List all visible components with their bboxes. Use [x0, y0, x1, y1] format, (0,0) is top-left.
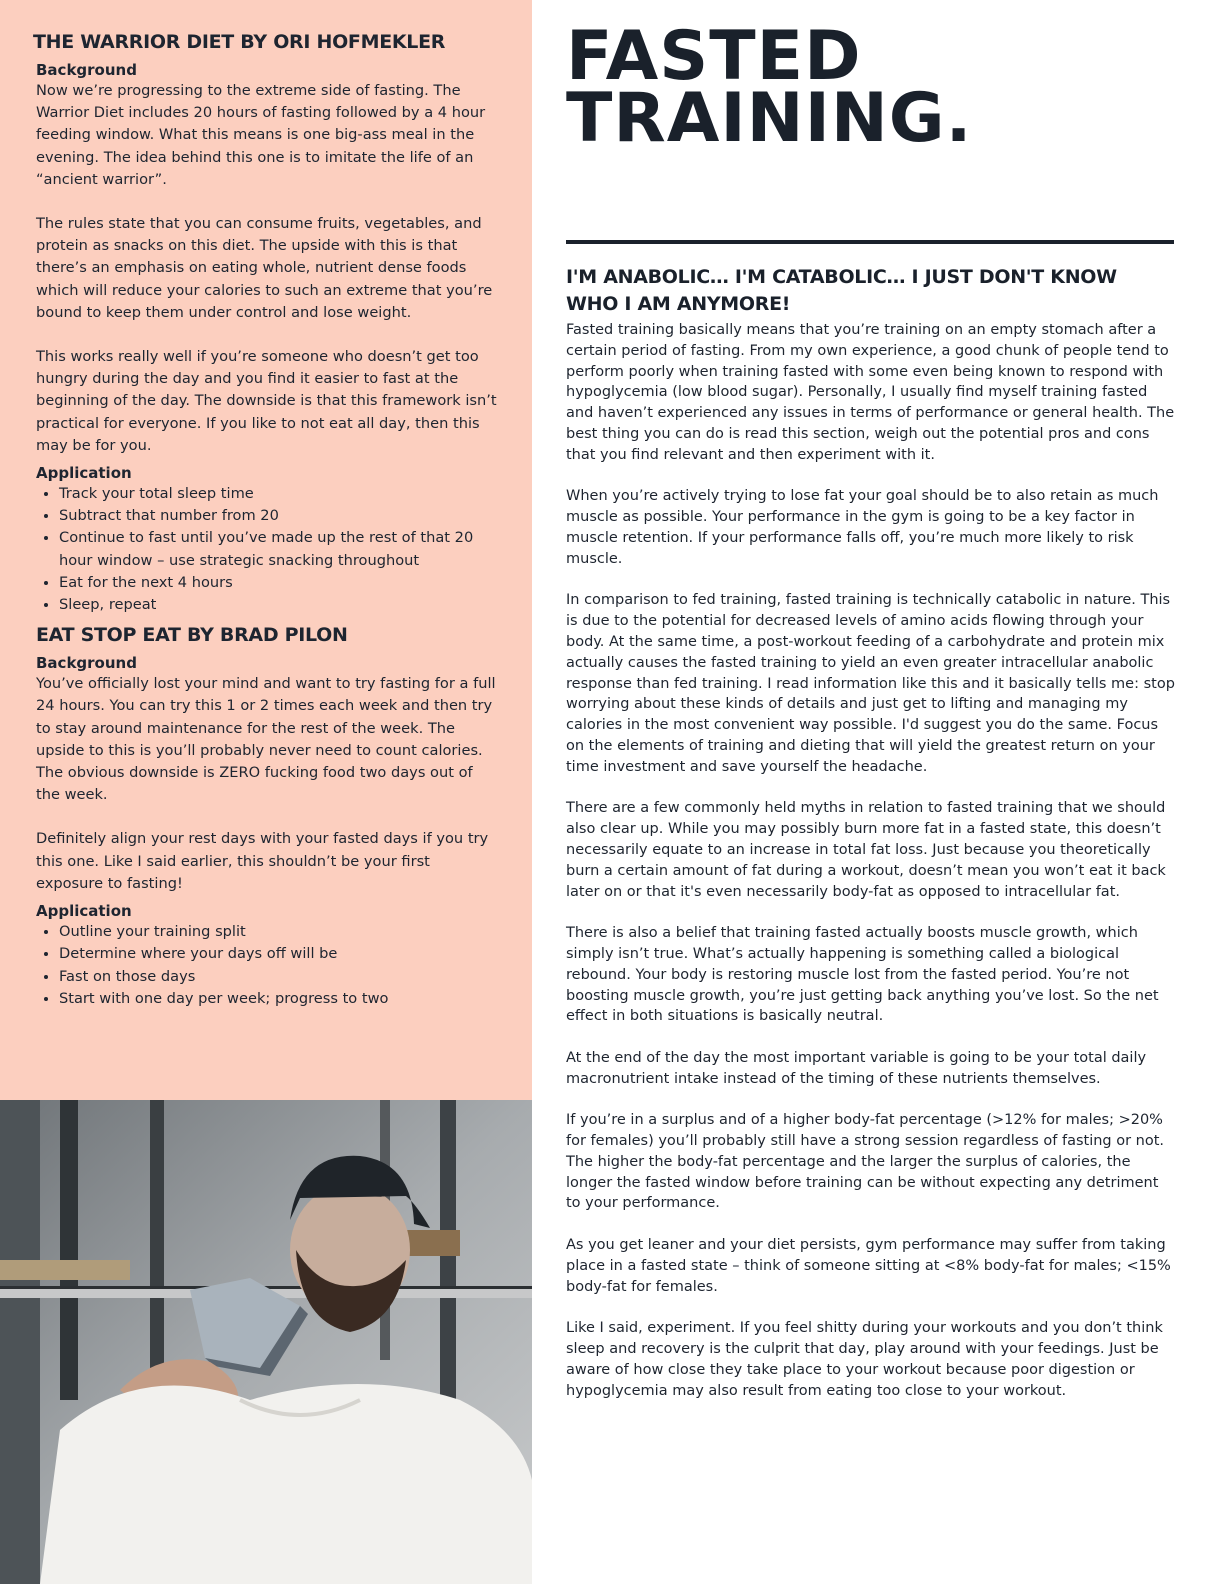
list-item: • Start with one day per week; progress to two	[59, 988, 498, 1010]
list-item: • Sleep, repeat	[59, 594, 498, 616]
list-item: • Outline your training split	[59, 921, 498, 943]
ese-application-label: Application	[36, 902, 132, 921]
gym-photo	[0, 1100, 532, 1584]
title-line: FASTED	[566, 17, 862, 96]
body-paragraph: If you’re in a surplus and of a higher body-fat percentage (>12% for males; >20% for females) you’ll probably still have a strong session regardless of fasting or not. The higher the body-fat percentage and the larger the surplus of calories, the longer the fasted window before training can be without expecting any detriment to your performance.	[566, 1112, 1165, 1212]
body-paragraph: Like I said, experiment. If you feel shitty during your workouts and you don’t think sleep and recovery is the culprit that day, play around with your feedings. Just be aware of how close they take place to your workout because poor digestion or hypoglycemia may also result from eating too close to your workout.	[566, 1320, 1163, 1399]
right-body	[566, 320, 1176, 1422]
body-paragraph: When you’re actively trying to lose fat your goal should be to also retain as much muscle as possible. Your performance in the gym is going to be a key factor in muscle retention. If your performance falls off, you’re much more likely to risk muscle.	[566, 488, 1159, 567]
body-paragraph: Fasted training basically means that you’re training on an empty stomach after a certain period of fasting. From my own experience, a good chunk of people tend to perform poorly when training fasted with some even being known to respond with hypoglycemia (low blood sugar). Personally, I usually find myself training fasted and haven’t experienced any issues in terms of performance or general health. The best thing you can do is read this section, weigh out the potential pros and cons that you find relevant and then experiment with it.	[566, 322, 1175, 463]
warrior-paragraph: Now we’re progressing to the extreme side of fasting. The Warrior Diet includes 20 hours of fasting followed by a 4 hour feeding window. What this means is one big-ass meal in the evening. The idea behind this one is to imitate the life of an “ancient warrior”.	[36, 82, 486, 188]
body-paragraph: There is also a belief that training fasted actually boosts muscle growth, which simply isn’t true. What’s actually happening is something called a biological rebound. Your body is restoring muscle lost from the fasted period. You’re not boosting muscle growth, you’re just getting back anything you’ve lost. So the net effect in both situations is basically neutral.	[566, 925, 1159, 1025]
list-item: • Fast on those days	[59, 966, 498, 988]
ese-background-label: Background	[36, 654, 137, 673]
body-paragraph: At the end of the day the most important variable is going to be your total daily macronutrient intake instead of the timing of these nutrients themselves.	[566, 1049, 1147, 1087]
page-title	[566, 17, 1186, 158]
warrior-diet-title: THE WARRIOR DIET BY ORI HOFMEKLER	[33, 31, 446, 53]
warrior-application-list	[36, 483, 498, 616]
list-item: • Continue to fast until you’ve made up the rest of that 20 hour window – use strategic snacking throughout	[59, 527, 498, 571]
section-heading: I'M ANABOLIC… I'M CATABOLIC… I JUST DON'T KNOW WHO I AM ANYMORE!	[566, 266, 1117, 315]
warrior-background-label: Background	[36, 61, 137, 79]
list-item: • Subtract that number from 20	[59, 505, 498, 527]
divider	[566, 240, 1174, 244]
list-item: • Eat for the next 4 hours	[59, 572, 498, 594]
eat-stop-eat-title: EAT STOP EAT BY BRAD PILON	[36, 624, 348, 647]
title-line: TRAINING.	[566, 79, 973, 158]
ese-paragraph: Definitely align your rest days with your fasted days if you try this one. Like I said earlier, this shouldn’t be your first exposure to fasting!	[36, 830, 489, 892]
warrior-paragraph: The rules state that you can consume fruits, vegetables, and protein as snacks on this diet. The upside with this is that there’s an emphasis on eating whole, nutrient dense foods which will reduce your calories to such an extreme that you’re bound to keep them under control and lose weight.	[36, 215, 493, 321]
ese-paragraph: You’ve officially lost your mind and want to try fasting for a full 24 hours. You can try this 1 or 2 times each week and then try to stay around maintenance for the rest of the week. The upside to this is you’ll probably never need to count calories. The obvious downside is ZERO fucking food two days out of the week.	[36, 675, 496, 804]
list-item: • Track your total sleep time	[59, 483, 498, 505]
body-paragraph: There are a few commonly held myths in relation to fasted training that we should also clear up. While you may possibly burn more fat in a fasted state, this doesn’t necessarily equate to an increase in total fat loss. Just because you theoretically burn a certain amount of fat during a workout, doesn’t mean you won’t eat it back later on or that it's even necessarily body-fat as opposed to intracellular fat.	[566, 800, 1166, 900]
ese-application-list	[36, 921, 498, 1010]
warrior-paragraph: This works really well if you’re someone who doesn’t get too hungry during the day and you find it easier to fast at the beginning of the day. The downside is that this framework isn’t practical for everyone. If you like to not eat all day, then this may be for you.	[36, 348, 497, 454]
left-column	[33, 30, 498, 1016]
list-item: • Determine where your days off will be	[59, 943, 498, 965]
body-paragraph: As you get leaner and your diet persists, gym performance may suffer from taking place in a fasted state – think of someone sitting at <8% body-fat for males; <15% body-fat for females.	[566, 1237, 1171, 1295]
warrior-application-label: Application	[36, 464, 132, 483]
body-paragraph: In comparison to fed training, fasted training is technically catabolic in nature. This is due to the potential for decreased levels of amino acids flowing through your body. At the same time, a post-workout feeding of a carbohydrate and protein mix actually causes the fasted training to yield an even greater intracellular anabolic response than fed training. I read information like this and it basically tells me: stop worrying about these kinds of details and just get to lifting and managing my calories in the most convenient way possible. I'd suggest you do the same. Focus on the elements of training and dieting that will yield the greatest return on your time investment and save yourself the headache.	[566, 592, 1175, 775]
